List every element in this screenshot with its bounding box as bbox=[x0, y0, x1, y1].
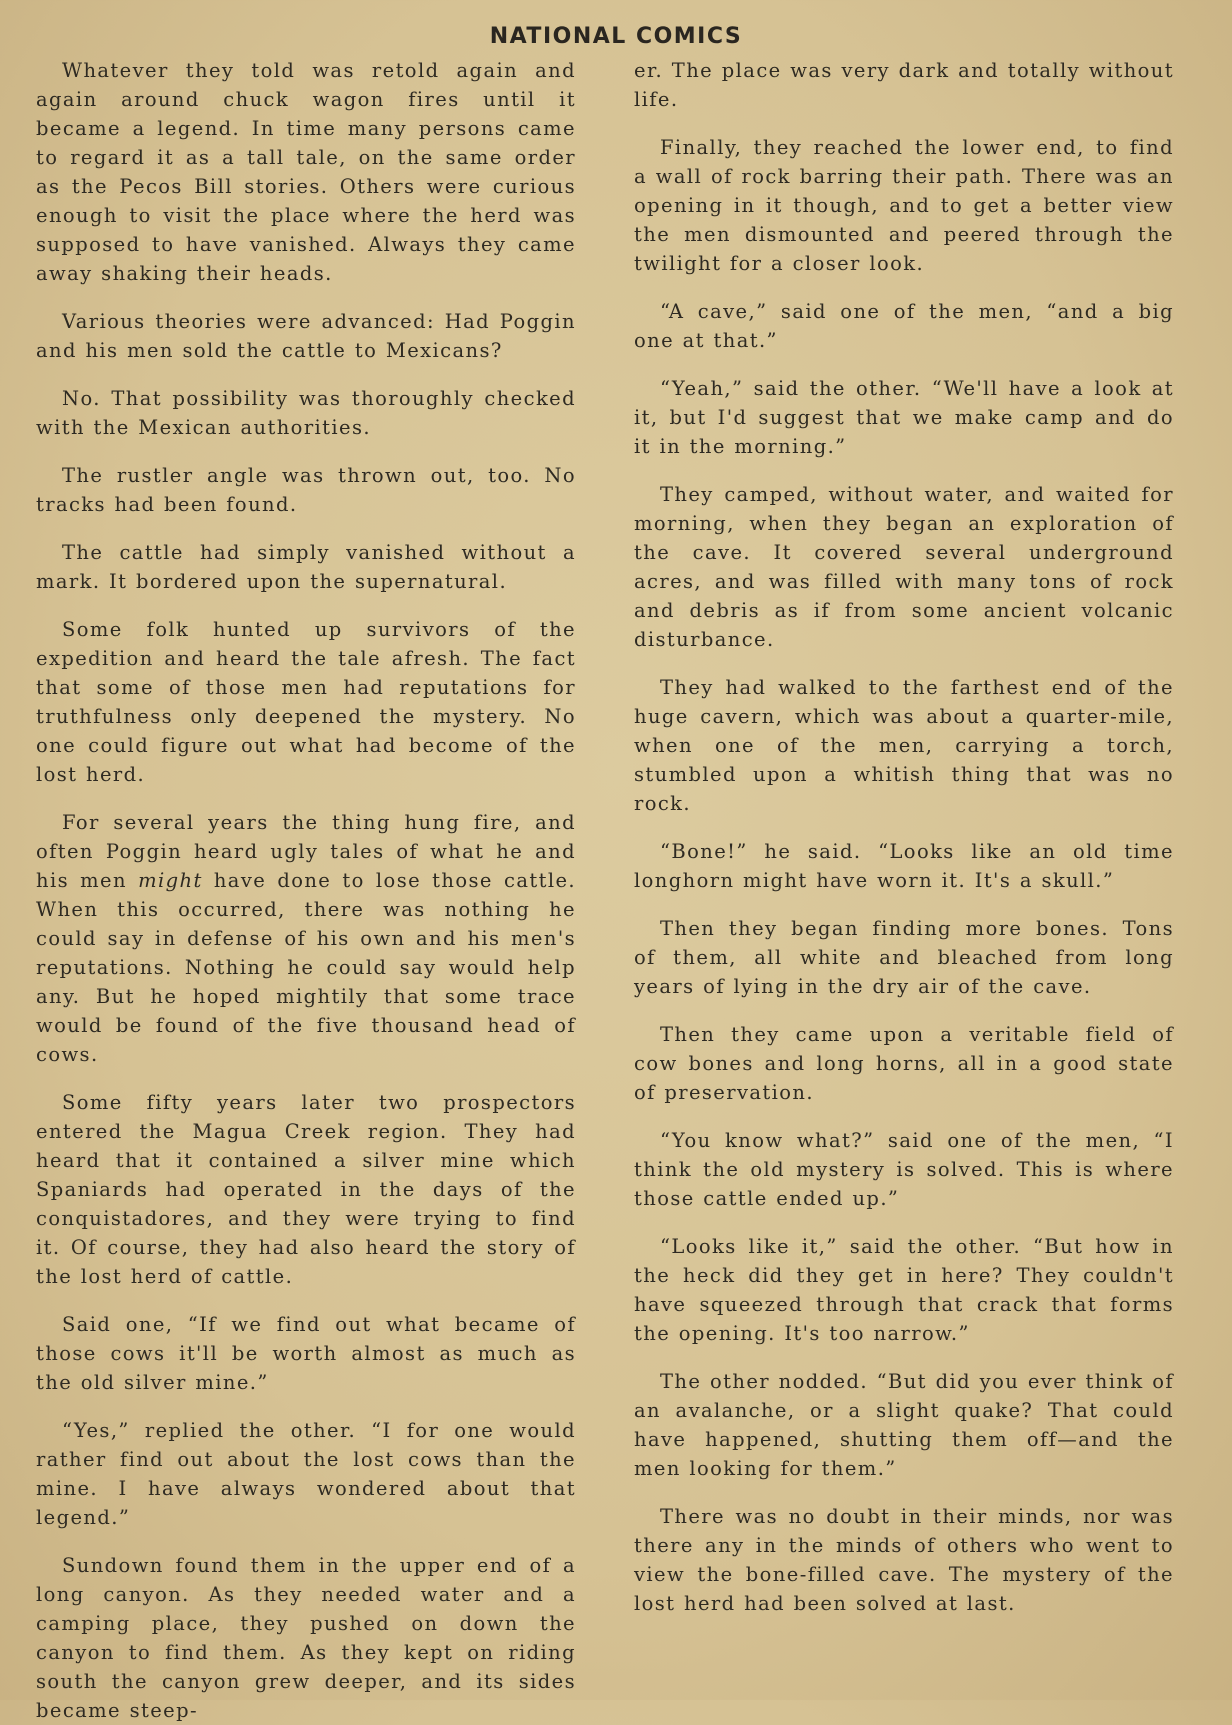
paragraph: “Yes,” replied the other. “I for one would rather find out about the lost cows than the mine. I have always wondered about that legend.” bbox=[36, 1419, 576, 1529]
paragraph-text: have done to lose those cattle. When this occurred, there was nothing he could say in defense of his own and his men's reputations. Nothing he could say would help any. But he hoped mightily that some trace would be found of the five thousand head of cows. bbox=[36, 869, 577, 1066]
italic-emphasis: might bbox=[138, 869, 203, 892]
paragraph: Whatever they told was retold again and again around chuck wagon fires until it became a legend. In time many persons came to regard it as a tall tale, on the same order as the Pecos Bill stories. Others were curious enough to visit the place where the herd was supposed to have vanished. Always they came away shaking their heads. bbox=[36, 59, 576, 285]
paragraph: Then they came upon a veritable field of cow bones and long horns, all in a good state of preservation. bbox=[634, 1023, 1174, 1104]
paragraph: Some folk hunted up survivors of the expedition and heard the tale afresh. The fact that some of those men had reputations for truthfulness only deepened the mystery. No one could figure out what had become of the lost herd. bbox=[36, 618, 576, 786]
paragraph: Finally, they reached the lower end, to find a wall of rock barring their path. There was an opening in it though, and to get a better view the men dismounted and peered through the twilight for a closer look. bbox=[634, 136, 1174, 275]
paragraph: “You know what?” said one of the men, “I think the old mystery is solved. This is where those cattle ended up.” bbox=[634, 1129, 1174, 1210]
paragraph: “Bone!” he said. “Looks like an old time longhorn might have worn it. It's a skull.” bbox=[634, 840, 1174, 892]
paragraph: Said one, “If we find out what became of those cows it'll be worth almost as much as the old silver mine.” bbox=[36, 1313, 576, 1394]
paragraph: They had walked to the farthest end of the huge cavern, which was about a quarter-mile, when one of the men, carrying a torch, stumbled upon a whitish thing that was no rock. bbox=[634, 676, 1174, 815]
paragraph: No. That possibility was thoroughly checked with the Mexican authorities. bbox=[36, 387, 576, 439]
paragraph: “A cave,” said one of the men, “and a big one at that.” bbox=[634, 300, 1174, 352]
paragraph: Then they began finding more bones. Tons of them, all white and bleached from long years of lying in the dry air of the cave. bbox=[634, 917, 1174, 998]
left-column bbox=[36, 56, 576, 1725]
paragraph: There was no doubt in their minds, nor was there any in the minds of others who went to view the bone-filled cave. The mystery of the lost herd had been solved at last. bbox=[634, 1505, 1174, 1615]
paragraph: Sundown found them in the upper end of a long canyon. As they needed water and a camping place, they pushed on down the canyon to find them. As they kept on riding south the canyon grew deeper, and its sides became steep- bbox=[36, 1554, 576, 1722]
paragraph: Various theories were advanced: Had Poggin and his men sold the cattle to Mexicans? bbox=[36, 310, 576, 362]
paragraph: The other nodded. “But did you ever think of an avalanche, or a slight quake? That could have happened, shutting them off—and the men looking for them.” bbox=[634, 1370, 1174, 1480]
paragraph: The rustler angle was thrown out, too. No tracks had been found. bbox=[36, 464, 576, 516]
paragraph: er. The place was very dark and totally without life. bbox=[634, 59, 1174, 111]
paragraph: Some fifty years later two prospectors entered the Magua Creek region. They had heard that it contained a silver mine which Spaniards had operated in the days of the conquistadores, and they were trying to find it. Of course, they had also heard the story of the lost herd of cattle. bbox=[36, 1091, 576, 1288]
right-column bbox=[634, 56, 1174, 1618]
paragraph-text: For several years the thing hung fire, and often Poggin heard ugly tales of what he and his men bbox=[36, 811, 576, 892]
paragraph: “Yeah,” said the other. “We'll have a look at it, but I'd suggest that we make camp and do it in the morning.” bbox=[634, 377, 1174, 458]
paragraph: They camped, without water, and waited for morning, when they began an exploration of the cave. It covered several underground acres, and was filled with many tons of rock and debris as if from some ancient volcanic disturbance. bbox=[634, 483, 1174, 651]
paragraph: “Looks like it,” said the other. “But how in the heck did they get in here? They couldn't have squeezed through that crack that forms the opening. It's too narrow.” bbox=[634, 1235, 1174, 1345]
paragraph: The cattle had simply vanished without a mark. It bordered upon the supernatural. bbox=[36, 541, 576, 593]
paragraph bbox=[36, 808, 576, 1069]
page-header-title: NATIONAL COMICS bbox=[489, 24, 743, 49]
